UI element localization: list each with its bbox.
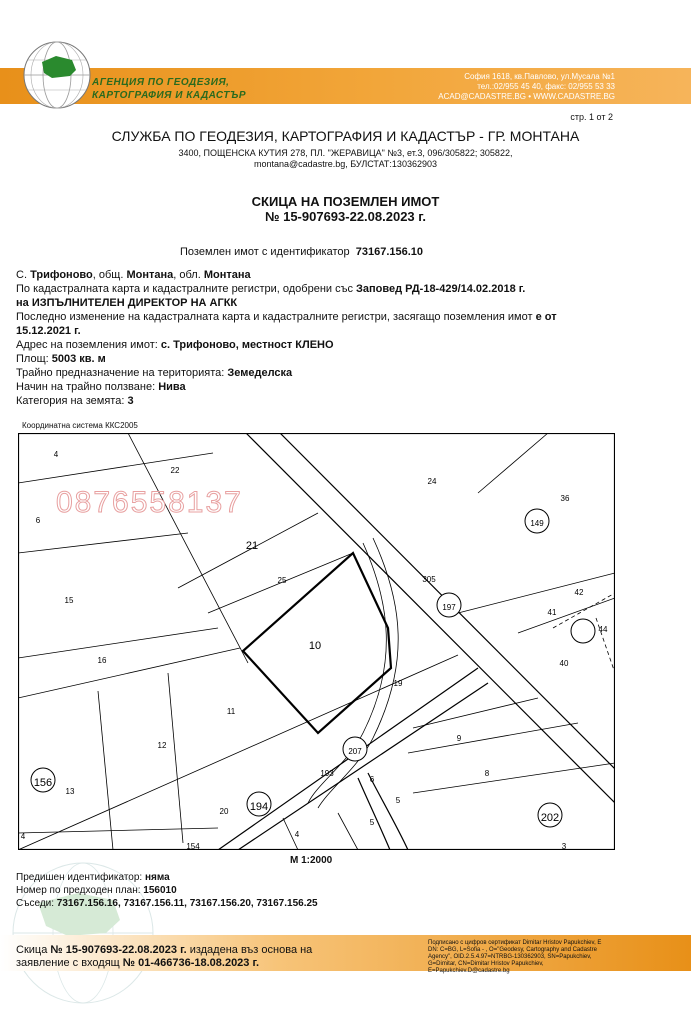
parcel-label: 13	[65, 787, 75, 797]
parcel-label: 8	[484, 769, 490, 779]
agency-line-2: КАРТОГРАФИЯ И КАДАСТЪР	[92, 90, 247, 101]
issuer-value: на ИЗПЪЛНИТЕЛЕН ДИРЕКТОР НА АГКК	[16, 297, 238, 309]
parcel-label: 20	[219, 807, 229, 817]
office-address	[0, 148, 691, 170]
region-label: , обл.	[173, 269, 201, 281]
parcel-label: 197	[442, 603, 456, 613]
prev-id-label: Предишен идентификатор:	[16, 872, 143, 883]
agency-line-1: АГЕНЦИЯ ПО ГЕОДЕЗИЯ,	[92, 77, 230, 88]
last-change-line	[16, 310, 626, 324]
boundary	[18, 453, 213, 483]
parcel-label: 11	[226, 707, 236, 717]
prev-plan-line	[16, 884, 318, 897]
agency-contact	[438, 72, 615, 102]
parcel-label: 40	[559, 659, 569, 669]
cadastral-map	[18, 433, 615, 850]
village-value: Трифоново	[30, 269, 93, 281]
map-circle	[571, 619, 595, 643]
contact-phone: тел.:02/955 45 40, факс: 02/955 53 33	[477, 82, 615, 91]
identifier-value: 73167.156.10	[355, 246, 424, 258]
boundary	[18, 628, 218, 658]
parcel-label: 154	[186, 842, 200, 850]
parcel-label: 305	[422, 575, 436, 585]
area-line	[16, 352, 626, 366]
area-label: Площ:	[16, 353, 49, 365]
parcel-label: 19	[393, 679, 403, 689]
phone-watermark: 0876558137	[56, 486, 243, 519]
parcel-label: 36	[560, 494, 570, 504]
parcel-label: 9	[456, 734, 462, 744]
boundary	[338, 813, 358, 850]
parcel-label: 16	[97, 656, 107, 666]
parcel-label: 22	[170, 466, 180, 476]
boundary	[458, 573, 615, 613]
signature-line: G=Dimitar, CN=Dimitar Hristov Papukchiev,	[428, 961, 544, 967]
purpose-line	[16, 366, 626, 380]
skica-request-label: заявление с входящ	[16, 957, 120, 969]
contact-address: София 1618, кв.Павлово, ул.Мусала №1	[464, 72, 615, 81]
boundary	[98, 691, 113, 850]
skica-line-1	[16, 944, 312, 957]
boundary	[18, 828, 218, 833]
parcel-label: 24	[427, 477, 437, 487]
parcel-label: 6	[35, 516, 41, 526]
boundary	[128, 433, 248, 663]
globe-logo-icon	[22, 40, 92, 110]
category-value: 3	[127, 395, 134, 407]
road-194-b	[358, 778, 390, 850]
category-line	[16, 394, 626, 408]
office-address-line-1: 3400, ПОЩЕНСКА КУТИЯ 278, ПЛ. "ЖЕРАВИЦА" №3, ет.3, 096/305822; 305822,	[178, 148, 513, 158]
parcel-label: 194	[249, 800, 269, 813]
boundary	[168, 673, 183, 843]
signature-line: DN: C=BG, L=Sofia - , O="Geodesy, Cartography and Cadastre	[428, 947, 597, 953]
document-number: № 15-907693-22.08.2023 г.	[264, 209, 426, 224]
document-title	[0, 194, 691, 224]
parcel-label: 4	[20, 832, 26, 842]
boundary	[413, 763, 615, 793]
signature-line: Подписано с цифров сертификат Dimitar Hristov Papukchiev, E	[428, 940, 602, 946]
signature-line: Agency", OID.2.5.4.97=NTRBG-130362903, SN=Papukchiev,	[428, 954, 592, 960]
last-change-date-line	[16, 324, 626, 338]
digital-signature	[428, 940, 628, 975]
parcel-label: 25	[277, 576, 287, 586]
parcel-label: 6	[369, 775, 375, 785]
parcel-label: 5	[369, 818, 375, 828]
prev-id-line	[16, 871, 318, 884]
contact-web: ACAD@CADASTRE.BG • WWW.CADASTRE.BG	[438, 92, 615, 101]
document-title-text: СКИЦА НА ПОЗЕМЛЕН ИМОТ	[251, 194, 440, 209]
parcel-label: 4	[53, 450, 59, 460]
page-info: стр. 1 от 2	[570, 112, 613, 122]
parcel-label: 4	[294, 830, 300, 840]
parcel-label: 44	[598, 625, 608, 635]
footer-info	[16, 871, 318, 910]
location-line	[16, 268, 626, 282]
boundary	[18, 655, 458, 850]
parcel-label: 149	[530, 519, 544, 529]
skica-prefix: Скица	[16, 944, 48, 956]
approval-order: Заповед РД-18-429/14.02.2018 г.	[356, 283, 526, 295]
usage-line	[16, 380, 626, 394]
skica-mid: издадена въз основа на	[189, 944, 313, 956]
address-line	[16, 338, 626, 352]
approval-line	[16, 282, 626, 296]
parcel-label: 193	[320, 769, 334, 779]
boundary	[413, 698, 538, 728]
map-scale: М 1:2000	[290, 855, 333, 866]
boundary	[18, 648, 240, 698]
municipality-label: , общ.	[92, 269, 124, 281]
parcel-label: 41	[547, 608, 557, 618]
parcel-label: 12	[157, 741, 167, 751]
neighbors-value: 73167.156.16, 73167.156.11, 73167.156.20, 73167.156.25	[56, 898, 318, 909]
prev-id-value: няма	[144, 872, 170, 883]
address-label: Адрес на поземления имот:	[16, 339, 158, 351]
purpose-value: Земеделска	[227, 367, 293, 379]
skica-line-2	[16, 957, 312, 970]
agency-name	[92, 76, 246, 102]
road-193-b	[238, 683, 488, 850]
skica-issued	[16, 944, 312, 970]
property-info	[16, 268, 626, 408]
office-title: СЛУЖБА ПО ГЕОДЕЗИЯ, КАРТОГРАФИЯ И КАДАСТЪР - ГР. МОНТАНА	[111, 128, 580, 144]
parcel-label: 10	[308, 639, 322, 652]
identifier-line	[180, 246, 423, 258]
neighbors-label: Съседи:	[16, 898, 55, 909]
parcel-label: 207	[348, 747, 362, 757]
parcel-label: 156	[33, 776, 53, 789]
last-change-text: Последно изменение на кадастралната карта и кадастралните регистри, засягащо поземления имот	[16, 311, 533, 323]
village-label: С.	[16, 269, 27, 281]
usage-value: Нива	[158, 381, 186, 393]
skica-request: № 01-466736-18.08.2023 г.	[122, 957, 260, 969]
parcel-label: 3	[561, 842, 567, 850]
boundary	[478, 433, 548, 493]
region-value: Монтана	[203, 269, 251, 281]
parcel-label: 5	[395, 796, 401, 806]
road-194-a	[368, 773, 408, 850]
boundary	[408, 723, 578, 753]
address-value: с. Трифоново, местност КЛЕНО	[160, 339, 334, 351]
last-change-date: 15.12.2021 г.	[16, 325, 81, 337]
prev-plan-label: Номер по предходен план:	[16, 885, 141, 896]
category-label: Категория на земята:	[16, 395, 125, 407]
boundary	[18, 533, 188, 553]
parcel-label: 15	[64, 596, 74, 606]
municipality-value: Монтана	[126, 269, 174, 281]
parcel-label: 21	[245, 539, 259, 552]
coordinate-system: Координатна система ККС2005	[22, 421, 138, 430]
approval-text: По кадастралната карта и кадастралните регистри, одобрени със	[16, 283, 353, 295]
parcel-label: 42	[574, 588, 584, 598]
purpose-label: Трайно предназначение на територията:	[16, 367, 225, 379]
skica-number: № 15-907693-22.08.2023 г.	[50, 944, 187, 956]
neighbors-line	[16, 897, 318, 910]
identifier-label: Поземлен имот с идентификатор	[180, 246, 350, 258]
area-value: 5003 кв. м	[51, 353, 106, 365]
office-address-line-2: montana@cadastre.bg, БУЛСТАТ:130362903	[254, 159, 437, 169]
signature-line: E=Papukchiev.D@cadastre.bg	[428, 968, 510, 974]
parcel-label: 202	[540, 811, 560, 824]
issuer-line	[16, 296, 626, 310]
last-change-prefix: е от	[535, 311, 557, 323]
prev-plan-value: 156010	[143, 885, 177, 896]
usage-label: Начин на трайно ползване:	[16, 381, 156, 393]
